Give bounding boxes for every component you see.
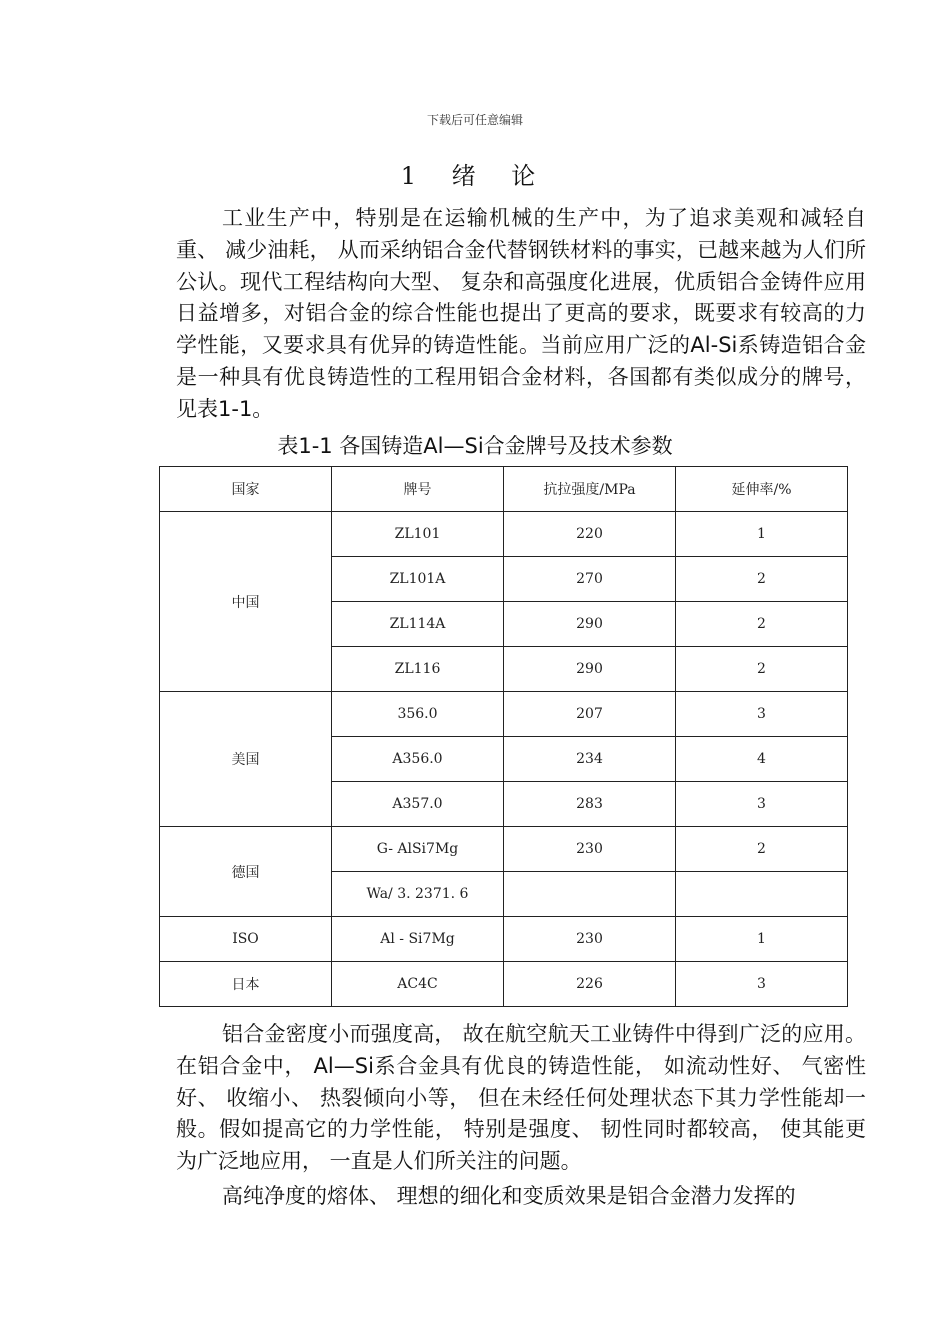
grade-cell: Wa/ 3. 2371. 6 (332, 872, 504, 917)
strength-cell (504, 872, 676, 917)
grade-cell: 356.0 (332, 692, 504, 737)
country-cell: 德国 (160, 827, 332, 917)
grade-cell: AC4C (332, 962, 504, 1007)
table-row (160, 827, 848, 872)
header-tensile-strength: 抗拉强度/MPa (504, 467, 676, 512)
header-note: 下载后可任意编辑 (426, 113, 523, 127)
strength-cell: 290 (504, 647, 676, 692)
elongation-cell: 2 (676, 602, 848, 647)
table-row (160, 962, 848, 1007)
section-title: 1 绪 论 (400, 162, 550, 190)
grade-cell: A357.0 (332, 782, 504, 827)
country-cell: ISO (160, 917, 332, 962)
header-grade: 牌号 (332, 467, 504, 512)
elongation-cell: 4 (676, 737, 848, 782)
alloy-spec-table (159, 466, 848, 1007)
header-country: 国家 (160, 467, 332, 512)
header-elongation: 延伸率/% (676, 467, 848, 512)
table-header-row (160, 467, 848, 512)
elongation-cell: 3 (676, 782, 848, 827)
elongation-cell: 3 (676, 692, 848, 737)
strength-cell: 230 (504, 827, 676, 872)
country-cell: 美国 (160, 692, 332, 827)
grade-cell: G- AlSi7Mg (332, 827, 504, 872)
strength-cell: 270 (504, 557, 676, 602)
elongation-cell: 1 (676, 512, 848, 557)
country-cell: 日本 (160, 962, 332, 1007)
elongation-cell: 2 (676, 827, 848, 872)
grade-cell: ZL114A (332, 602, 504, 647)
elongation-cell: 2 (676, 647, 848, 692)
table-row (160, 917, 848, 962)
elongation-cell: 1 (676, 917, 848, 962)
grade-cell: ZL101A (332, 557, 504, 602)
strength-cell: 290 (504, 602, 676, 647)
grade-cell: Al - Si7Mg (332, 917, 504, 962)
table-row (160, 692, 848, 737)
grade-cell: ZL101 (332, 512, 504, 557)
strength-cell: 207 (504, 692, 676, 737)
strength-cell: 234 (504, 737, 676, 782)
strength-cell: 220 (504, 512, 676, 557)
paragraph-melt-purity: 高纯净度的熔体、 理想的细化和变质效果是铝合金潜力发挥的 (222, 1184, 796, 1208)
strength-cell: 226 (504, 962, 676, 1007)
table-row (160, 512, 848, 557)
strength-cell: 230 (504, 917, 676, 962)
table-caption: 表1-1 各国铸造Al—Si合金牌号及技术参数 (277, 434, 673, 458)
elongation-cell: 2 (676, 557, 848, 602)
paragraph-application: 铝合金密度小而强度高， 故在航空航天工业铸件中得到广泛的应用。在铝合金中， Al—Si系合金具有优良的铸造性能， 如流动性好、 气密性好、 收缩小、 热裂倾向小等， 但在未经任何处理状态下其力学性能却一般。假如提高它的力学性能， 特别是强度、 韧性同时都较高， 使其能更为广泛地应用， 一直是人们所关注的问题。 (176, 1022, 866, 1174)
grade-cell: ZL116 (332, 647, 504, 692)
elongation-cell (676, 872, 848, 917)
elongation-cell: 3 (676, 962, 848, 1007)
country-cell: 中国 (160, 512, 332, 692)
strength-cell: 283 (504, 782, 676, 827)
grade-cell: A356.0 (332, 737, 504, 782)
paragraph-intro: 工业生产中，特别是在运输机械的生产中，为了追求美观和减轻自重、 减少油耗， 从而采纳铝合金代替钢铁材料的事实，已越来越为人们所公认。现代工程结构向大型、 复杂和高强度化进展，优质铝合金铸件应用日益增多，对铝合金的综合性能也提出了更高的要求，既要求有较高的力学性能，又要求具有优异的铸造性能。当前应用广泛的Al-Si系铸造铝合金是一种具有优良铸造性的工程用铝合金材料，各国都有类似成分的牌号，见表1-1。 (176, 206, 866, 421)
